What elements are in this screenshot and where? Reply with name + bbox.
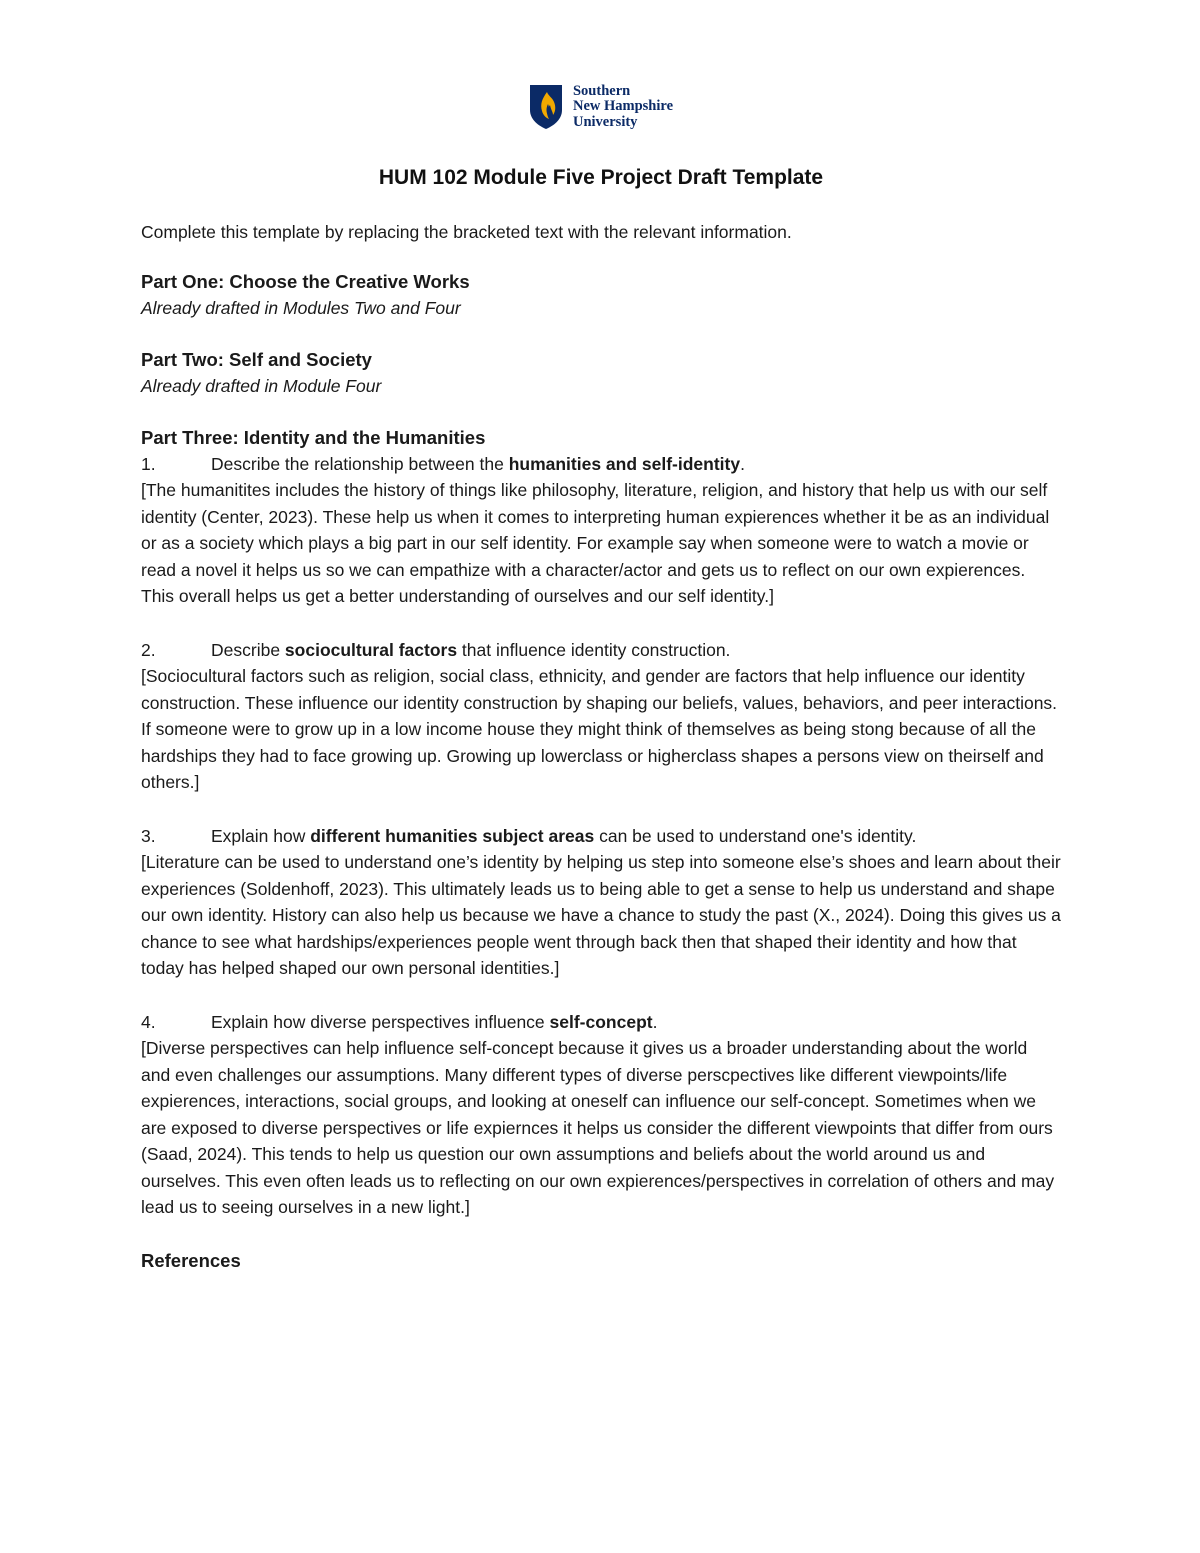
question-text: [211, 637, 730, 663]
question-suffix: that influence identity construction.: [457, 639, 731, 660]
question-item-4: [141, 1009, 1061, 1221]
question-item-2: [141, 637, 1061, 796]
question-1: [141, 451, 1061, 477]
question-keyword: sociocultural factors: [284, 639, 458, 660]
question-text: [211, 451, 745, 477]
question-text: [211, 823, 916, 849]
question-prefix: Explain how: [211, 825, 311, 846]
logo-line-3: University: [572, 113, 638, 130]
references-section: [141, 1248, 1061, 1274]
part-two-heading: Part Two: Self and Society: [141, 349, 372, 370]
part-two-section: [141, 347, 1061, 399]
flame-shield-icon: [529, 84, 563, 130]
part-three-section: [141, 425, 1061, 1221]
question-prefix: Describe: [211, 639, 285, 660]
logo-line-1: Southern: [572, 82, 631, 99]
question-number: 3.: [141, 825, 156, 846]
question-keyword: humanities and self-identity: [508, 454, 741, 474]
question-suffix: can be used to understand one's identity.: [594, 825, 917, 846]
document-title: HUM 102 Module Five Project Draft Template: [378, 166, 824, 189]
part-one-heading: Part One: Choose the Creative Works: [141, 271, 470, 292]
part-one-note: Already drafted in Modules Two and Four: [141, 298, 461, 318]
answer-2: [Sociocultural factors such as religion, social class, ethnicity, and gender are factors that help influence our identity construction. These influence our identity construction by shaping our beliefs, values, behaviors, and peer interactions. If someone were to grow up in a low income house they might think of themselves as being stong because of all the hardships they had to face growing up. Growing up lowerclass or higherclass shapes a persons view on theirself and others.]: [141, 665, 1058, 793]
question-number: 1.: [141, 454, 156, 474]
question-4: [141, 1009, 1061, 1035]
logo-line-2: New Hampshire: [572, 98, 674, 115]
part-three-heading: Part Three: Identity and the Humanities: [141, 427, 486, 448]
references-heading: References: [141, 1250, 241, 1272]
question-2: [141, 637, 1061, 663]
question-suffix: .: [740, 454, 745, 474]
question-suffix: .: [652, 1011, 658, 1032]
question-number: 2.: [141, 639, 156, 660]
document-page: [141, 82, 1061, 1274]
question-item-3: [141, 823, 1061, 982]
answer-3: [Literature can be used to understand one’s identity by helping us step into someone else’s shoes and learn about their experiences (Soldenhoff, 2023). This ultimately leads us to being able to get a sense to help us understand and shape our own identity. History can also help us because we have a chance to study the past (X., 2024). Doing this gives us a chance to see what hardships/experiences people went through back then that shaped their identity and how that today has helped shaped our own personal identities.]: [141, 851, 1061, 979]
answer-1: [The humanitites includes the history of things like philosophy, literature, religion, and history that help us with our self identity (Center, 2023). These help us when it comes to interpreting human expierences whether it be as an individual or as a society which plays a big part in our self identity. For example say when someone were to watch a movie or read a novel it helps us so we can empathize with a character/actor and gets us to reflect on our own expierences. This overall helps us get a better understanding of ourselves and our self identity.]: [141, 480, 1050, 607]
university-logo: [141, 82, 1061, 132]
question-3: [141, 823, 1061, 849]
question-prefix: Describe the relationship between the: [211, 454, 509, 474]
question-prefix: Explain how diverse perspectives influence: [211, 1011, 550, 1032]
answer-4: [Diverse perspectives can help influence self-concept because it gives us a broader understanding about the world and even challenges our assumptions. Many different types of diverse perscpectives like different viewpoints/life expierences, interactions, social groups, and looking at oneself can influence our self-concept. Sometimes when we are exposed to diverse perspectives or life expiernces it helps us consider the different viewpoints that differ from ours (Saad, 2024). This tends to help us question our own assumptions and beliefs about the world around us and ourselves. This even often leads us to reflecting on our own expierences/perspectives in correlation of others and may lead us to seeing ourselves in a new light.]: [141, 1037, 1055, 1218]
logo-wordmark: [573, 84, 673, 131]
question-number: 4.: [141, 1011, 156, 1032]
question-text: [211, 1009, 657, 1035]
question-keyword: self-concept: [549, 1011, 653, 1032]
question-item-1: [141, 451, 1061, 610]
part-one-section: [141, 269, 1061, 321]
intro-text: Complete this template by replacing the bracketed text with the relevant information.: [141, 222, 792, 242]
part-two-note: Already drafted in Module Four: [141, 376, 382, 396]
question-keyword: different humanities subject areas: [310, 825, 595, 846]
